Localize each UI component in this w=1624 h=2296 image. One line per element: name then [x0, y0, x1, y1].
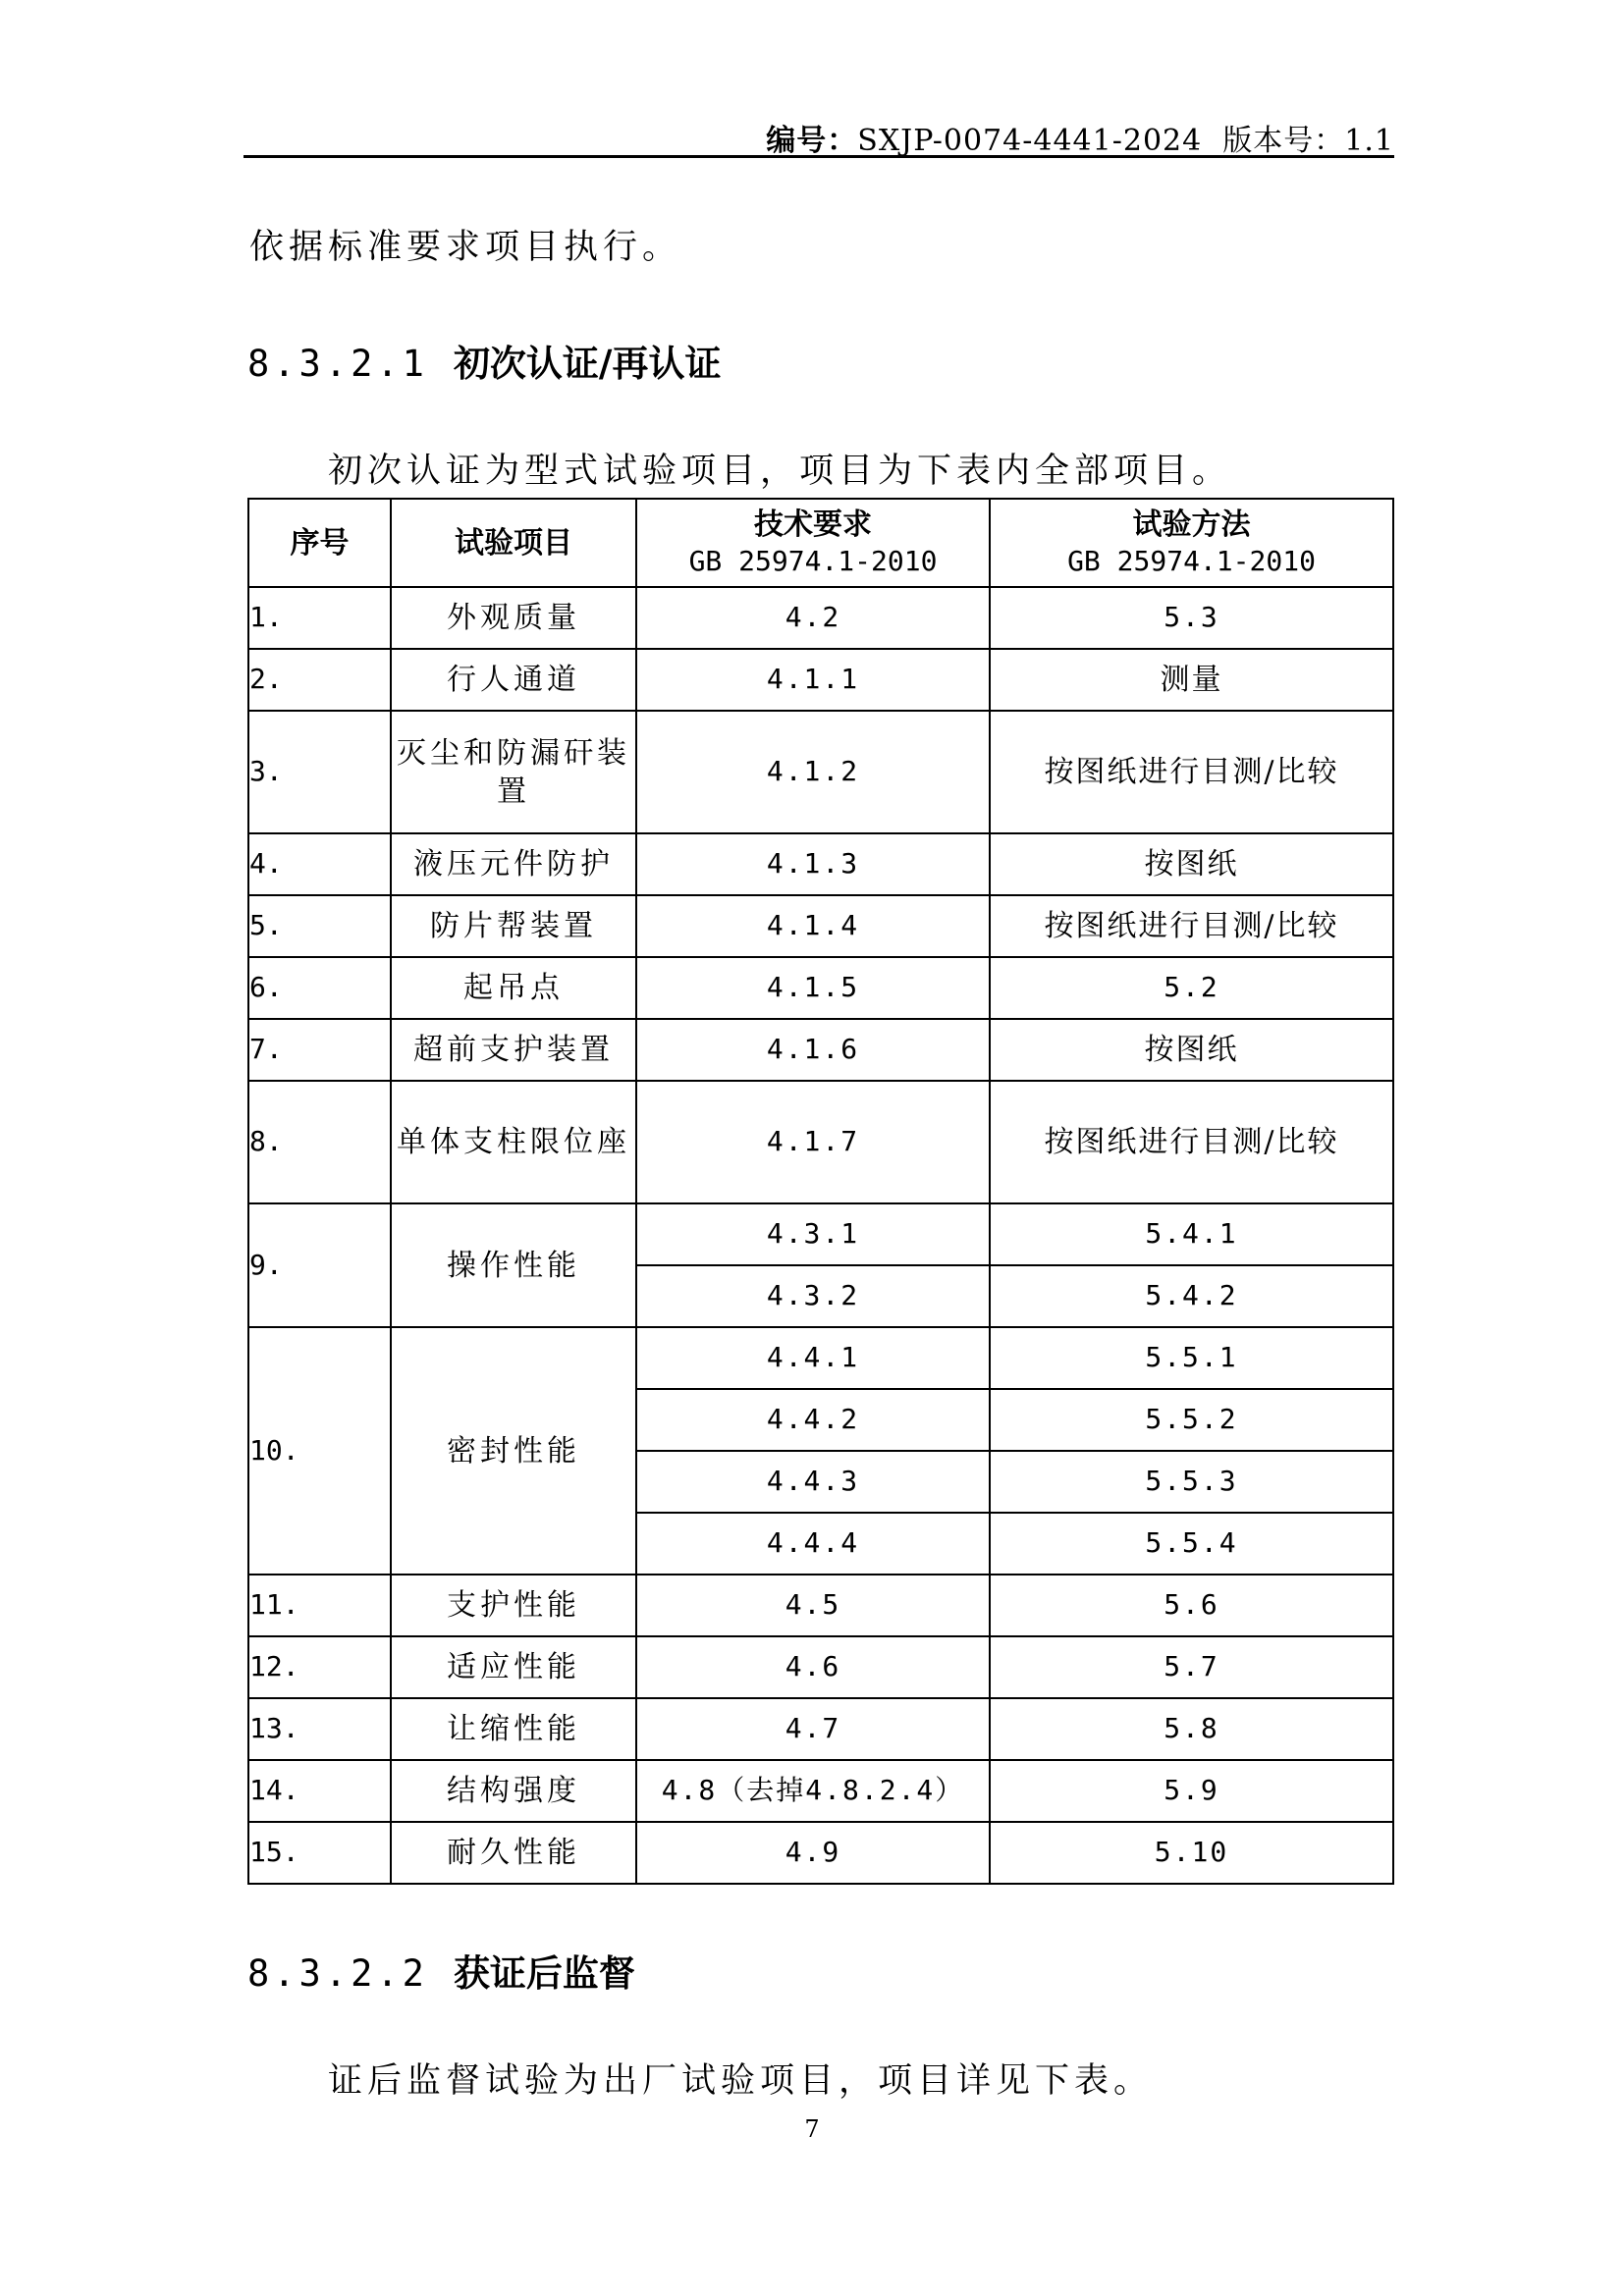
row-method: 5.7 [990, 1636, 1393, 1698]
row-number: 9. [248, 1203, 391, 1327]
table-row [248, 649, 1393, 711]
header-no: 序号 [248, 499, 391, 587]
row-method: 5.5.1 [990, 1327, 1393, 1389]
section-description-2: 证后监督试验为出厂试验项目，项目详见下表。 [328, 2061, 1154, 2101]
row-method: 按图纸 [990, 1019, 1393, 1081]
section-number-1: 8.3.2.1 [247, 343, 428, 385]
row-method: 5.8 [990, 1698, 1393, 1760]
row-test-item: 让缩性能 [391, 1698, 636, 1760]
row-test-item: 操作性能 [391, 1203, 636, 1327]
section-heading-2 [247, 1944, 635, 1997]
row-test-item: 灭尘和防漏矸装置 [391, 711, 636, 833]
row-number: 15. [248, 1822, 391, 1884]
row-requirement: 4.1.1 [636, 649, 990, 711]
table-row [248, 1203, 1393, 1265]
row-test-item: 防片帮装置 [391, 895, 636, 957]
table-row [248, 1822, 1393, 1884]
header-method-standard: GB 25974.1-2010 [1067, 545, 1316, 578]
row-test-item: 行人通道 [391, 649, 636, 711]
header-method [990, 499, 1393, 587]
row-requirement: 4.8（去掉4.8.2.4） [636, 1760, 990, 1822]
row-number: 10. [248, 1327, 391, 1575]
section-description-1: 初次认证为型式试验项目，项目为下表内全部项目。 [328, 452, 1232, 491]
intro-paragraph: 依据标准要求项目执行。 [249, 228, 682, 267]
row-requirement: 4.4.2 [636, 1389, 990, 1451]
section-heading-1 [247, 334, 721, 387]
table-row [248, 1575, 1393, 1636]
document-header [766, 116, 1394, 159]
section-title-1: 初次认证/再认证 [453, 342, 722, 385]
code-label: 编号： [766, 124, 858, 158]
row-method: 5.5.3 [990, 1451, 1393, 1513]
row-number: 3. [248, 711, 391, 833]
header-item: 试验项目 [391, 499, 636, 587]
row-requirement: 4.1.5 [636, 957, 990, 1019]
row-number: 1. [248, 587, 391, 649]
header-requirement-title: 技术要求 [754, 507, 872, 543]
table-row [248, 587, 1393, 649]
row-number: 6. [248, 957, 391, 1019]
row-test-item: 支护性能 [391, 1575, 636, 1636]
row-requirement: 4.3.1 [636, 1203, 990, 1265]
row-test-item: 外观质量 [391, 587, 636, 649]
table-row [248, 895, 1393, 957]
row-number: 11. [248, 1575, 391, 1636]
row-requirement: 4.7 [636, 1698, 990, 1760]
section-title-2: 获证后监督 [453, 1951, 635, 1995]
version-value: 1.1 [1344, 124, 1394, 158]
row-requirement: 4.1.2 [636, 711, 990, 833]
version-label: 版本号： [1222, 124, 1345, 158]
header-requirement [636, 499, 990, 587]
row-number: 12. [248, 1636, 391, 1698]
header-divider [244, 155, 1394, 158]
row-number: 7. [248, 1019, 391, 1081]
row-number: 2. [248, 649, 391, 711]
table-row [248, 711, 1393, 833]
row-requirement: 4.1.6 [636, 1019, 990, 1081]
row-test-item: 起吊点 [391, 957, 636, 1019]
row-number: 4. [248, 833, 391, 895]
row-requirement: 4.4.3 [636, 1451, 990, 1513]
table-row [248, 957, 1393, 1019]
row-requirement: 4.6 [636, 1636, 990, 1698]
table-row [248, 833, 1393, 895]
table-row [248, 1636, 1393, 1698]
row-method: 按图纸进行目测/比较 [990, 1081, 1393, 1203]
table-row [248, 1327, 1393, 1389]
row-requirement: 4.1.3 [636, 833, 990, 895]
row-test-item: 液压元件防护 [391, 833, 636, 895]
page-number: 7 [804, 2115, 820, 2143]
row-method: 按图纸进行目测/比较 [990, 711, 1393, 833]
table-row [248, 1081, 1393, 1203]
test-items-table [247, 498, 1394, 1885]
row-test-item: 超前支护装置 [391, 1019, 636, 1081]
row-method: 5.2 [990, 957, 1393, 1019]
row-requirement: 4.1.7 [636, 1081, 990, 1203]
row-requirement: 4.5 [636, 1575, 990, 1636]
row-method: 5.5.4 [990, 1513, 1393, 1575]
code-value: SXJP-0074-4441-2024 [857, 124, 1203, 158]
table-row [248, 1019, 1393, 1081]
row-number: 8. [248, 1081, 391, 1203]
row-method: 5.6 [990, 1575, 1393, 1636]
row-requirement: 4.4.1 [636, 1327, 990, 1389]
row-requirement: 4.4.4 [636, 1513, 990, 1575]
row-test-item: 耐久性能 [391, 1822, 636, 1884]
row-method: 5.4.2 [990, 1265, 1393, 1327]
row-requirement: 4.9 [636, 1822, 990, 1884]
row-requirement: 4.1.4 [636, 895, 990, 957]
row-requirement: 4.3.2 [636, 1265, 990, 1327]
table-header-row [248, 499, 1393, 587]
row-method: 5.5.2 [990, 1389, 1393, 1451]
row-number: 5. [248, 895, 391, 957]
row-number: 13. [248, 1698, 391, 1760]
section-number-2: 8.3.2.2 [247, 1952, 428, 1995]
header-requirement-standard: GB 25974.1-2010 [688, 545, 938, 578]
row-test-item: 适应性能 [391, 1636, 636, 1698]
table-row [248, 1760, 1393, 1822]
row-test-item: 单体支柱限位座 [391, 1081, 636, 1203]
row-method: 测量 [990, 649, 1393, 711]
row-method: 按图纸进行目测/比较 [990, 895, 1393, 957]
row-method: 5.4.1 [990, 1203, 1393, 1265]
table-row [248, 1698, 1393, 1760]
row-test-item: 密封性能 [391, 1327, 636, 1575]
row-method: 5.3 [990, 587, 1393, 649]
row-test-item: 结构强度 [391, 1760, 636, 1822]
header-method-title: 试验方法 [1132, 507, 1251, 543]
row-requirement: 4.2 [636, 587, 990, 649]
row-number: 14. [248, 1760, 391, 1822]
row-method: 按图纸 [990, 833, 1393, 895]
row-method: 5.10 [990, 1822, 1393, 1884]
row-method: 5.9 [990, 1760, 1393, 1822]
